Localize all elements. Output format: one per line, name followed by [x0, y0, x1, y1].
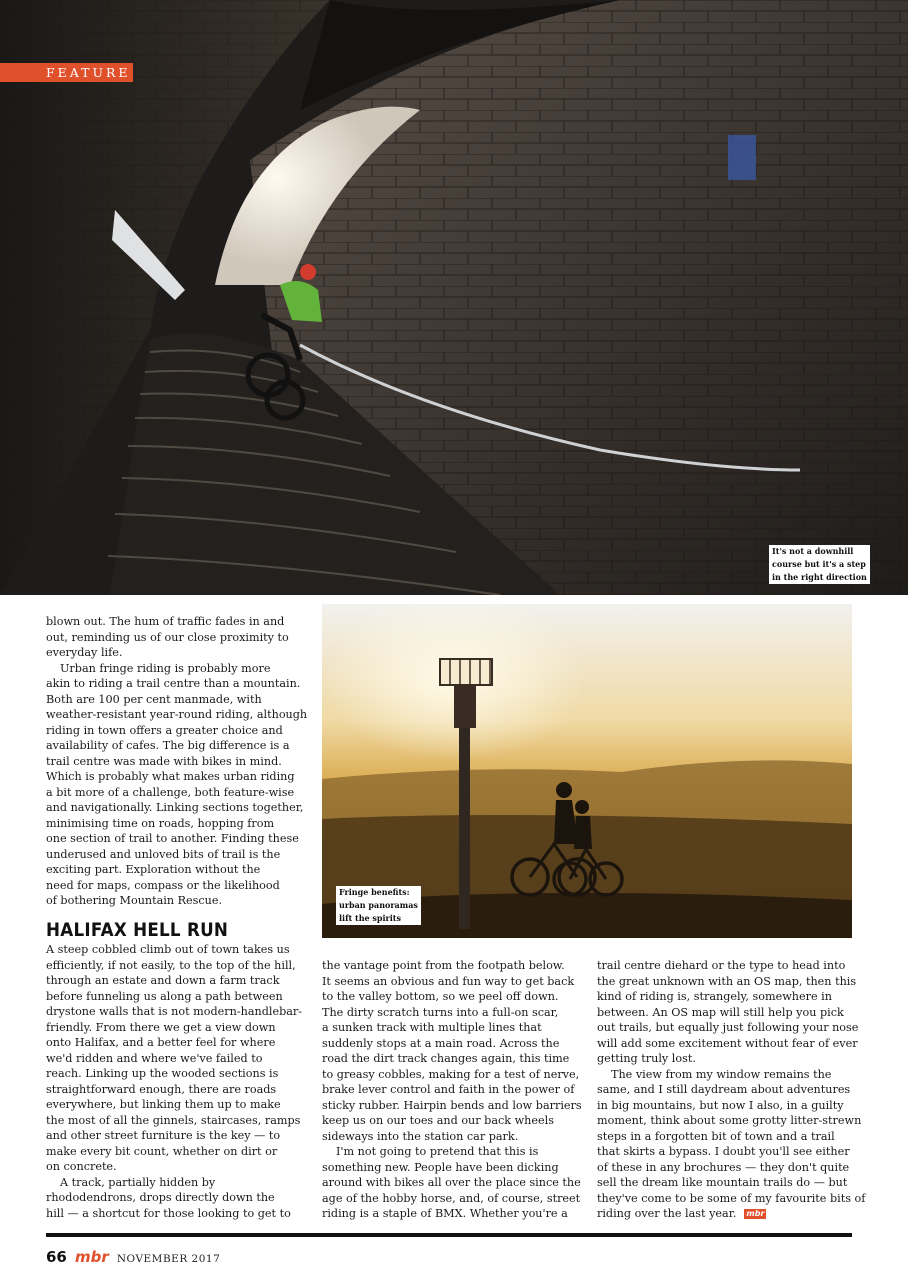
text-line: riding is a staple of BMX. Whether you're a	[322, 1207, 568, 1220]
text-line: on concrete.	[46, 1160, 117, 1173]
text-line: road the dirt track changes again, this time	[322, 1052, 570, 1065]
text-line: and navigationally. Linking sections together,	[46, 801, 304, 814]
hero-photo	[0, 0, 908, 595]
text-line: the most of all the ginnels, staircases, ramps	[46, 1113, 301, 1127]
text-line: make every bit count, whether on dirt or	[46, 1144, 278, 1158]
text-line: steps in a forgotten bit of town and a trail	[597, 1129, 835, 1143]
caption-line: Fringe benefits:	[336, 886, 413, 899]
column-1-top	[46, 614, 307, 909]
text-line: sticky rubber. Hairpin bends and low barriers	[322, 1098, 582, 1112]
text-line: The view from my window remains the	[611, 1067, 832, 1081]
tunnel-stairs-illustration	[0, 0, 908, 595]
text-line: straightforward enough, there are roads	[46, 1082, 277, 1096]
text-line: onto Halifax, and a better feel for where	[46, 1036, 276, 1049]
text-line: of these in any brochures — they don't quite	[597, 1160, 850, 1174]
text-line: same, and I still daydream about adventures	[597, 1083, 851, 1096]
text-line: riding in town offers a greater choice and	[46, 723, 283, 737]
text-line: reach. Linking up the wooded sections is	[46, 1067, 279, 1080]
text-line: one section of trail to another. Finding these	[46, 832, 299, 845]
text-line: The dirty scratch turns into a full-on scar,	[322, 1005, 559, 1019]
text-line: Which is probably what makes urban riding	[46, 770, 295, 783]
text-line: underused and unloved bits of trail is the	[46, 847, 281, 861]
text-line: kind of riding is, strangely, somewhere in	[597, 990, 832, 1003]
text-line: hill — a shortcut for those looking to get to	[46, 1206, 291, 1220]
text-line: riding over the last year. mbr	[597, 1207, 765, 1220]
text-line: trail centre was made with bikes in mind.	[46, 754, 282, 768]
text-line: efficiently, if not easily, to the top of the hill,	[46, 958, 296, 972]
text-line: we'd ridden and where we've failed to	[46, 1051, 263, 1065]
footer-rule	[46, 1233, 852, 1237]
text-line: sideways into the station car park.	[322, 1129, 519, 1143]
photo-caption	[336, 886, 421, 925]
caption-line: It's not a downhill	[769, 545, 856, 558]
text-line: before funneling us along a path between	[46, 989, 283, 1003]
text-line: keep us on our toes and our back wheels	[322, 1114, 554, 1127]
text-line: A track, partially hidden by	[60, 1175, 216, 1189]
page-number: 66	[46, 1248, 67, 1266]
text-line: something new. People have been dicking	[322, 1160, 559, 1174]
text-line: between. An OS map will still help you pick	[597, 1005, 844, 1019]
section-tag: FEATURE	[0, 63, 133, 82]
text-line: everyday life.	[46, 646, 123, 659]
text-line: weather-resistant year-round riding, although	[46, 708, 308, 721]
text-line: suddenly stops at a main road. Across the	[322, 1036, 560, 1050]
brand-logo: mbr	[74, 1248, 109, 1266]
sunset-photo	[322, 604, 852, 938]
text-line: a sunken track with multiple lines that	[322, 1021, 542, 1034]
text-line: the great unknown with an OS map, then this	[597, 974, 857, 988]
text-line: a bit more of a challenge, both feature-wise	[46, 785, 295, 799]
text-line: of bothering Mountain Rescue.	[46, 894, 223, 907]
text-line: out trails, but equally just following your nose	[597, 1021, 859, 1034]
page-folio	[46, 1247, 220, 1269]
text-line: that skirts a bypass. I doubt you'll see either	[597, 1145, 850, 1158]
text-line: to greasy cobbles, making for a test of nerve,	[322, 1067, 580, 1081]
text-line: and other street furniture is the key — to	[46, 1129, 281, 1142]
caption-line: course but it's a step	[769, 558, 869, 571]
text-line: rhododendrons, drops directly down the	[46, 1191, 275, 1204]
column-3	[597, 958, 865, 1222]
text-line: in big mountains, but now I also, in a guilty	[597, 1098, 844, 1112]
text-line: Both are 100 per cent manmade, with	[46, 692, 262, 706]
section-heading: HALIFAX HELL RUN	[46, 919, 229, 941]
text-line: they've come to be some of my favourite bits of	[597, 1191, 866, 1205]
text-line: drystone walls that is not modern-handlebar-	[46, 1005, 303, 1018]
text-line: getting truly lost.	[597, 1052, 696, 1065]
text-line: around with bikes all over the place since the	[322, 1176, 581, 1189]
text-line: exciting part. Exploration without the	[46, 863, 261, 876]
end-mark-logo: mbr	[746, 1209, 765, 1218]
text-line: through an estate and down a farm track	[46, 974, 280, 987]
text-line: blown out. The hum of traffic fades in and	[46, 615, 285, 628]
text-line: trail centre diehard or the type to head into	[597, 959, 846, 972]
text-line: need for maps, compass or the likelihood	[46, 878, 280, 892]
text-line: sell the dream like mountain trails do — but	[597, 1176, 848, 1189]
text-line: availability of cafes. The big difference is a	[46, 739, 290, 752]
text-line: will add some excitement without fear of ever	[597, 1036, 858, 1050]
caption-line: lift the spirits	[336, 912, 404, 925]
text-line: friendly. From there we get a view down	[46, 1020, 276, 1034]
text-line: age of the hobby horse, and, of course, street	[322, 1191, 581, 1205]
caption-line: urban panoramas	[336, 899, 421, 912]
hero-caption	[769, 545, 870, 584]
text-line: A steep cobbled climb out of town takes us	[46, 943, 290, 956]
text-line: akin to riding a trail centre than a mountain.	[46, 677, 301, 690]
text-line: moment, think about some grotty litter-strewn	[597, 1114, 862, 1127]
column-2	[322, 958, 582, 1222]
text-line: Urban fringe riding is probably more	[60, 661, 271, 675]
text-line: to the valley bottom, so we peel off down.	[322, 990, 559, 1003]
text-line: brake lever control and faith in the power of	[322, 1083, 575, 1096]
column-1-bottom	[46, 942, 302, 1221]
caption-line: in the right direction	[769, 571, 870, 584]
text-line: out, reminding us of our close proximity to	[46, 630, 289, 644]
text-line: everywhere, but linking them up to make	[46, 1098, 281, 1111]
text-line: I'm not going to pretend that this is	[336, 1145, 539, 1158]
text-line: It seems an obvious and fun way to get back	[322, 974, 575, 988]
text-line: the vantage point from the footpath below.	[322, 959, 565, 972]
text-line: minimising time on roads, hopping from	[46, 816, 275, 830]
issue-date: NOVEMBER 2017	[116, 1253, 221, 1265]
